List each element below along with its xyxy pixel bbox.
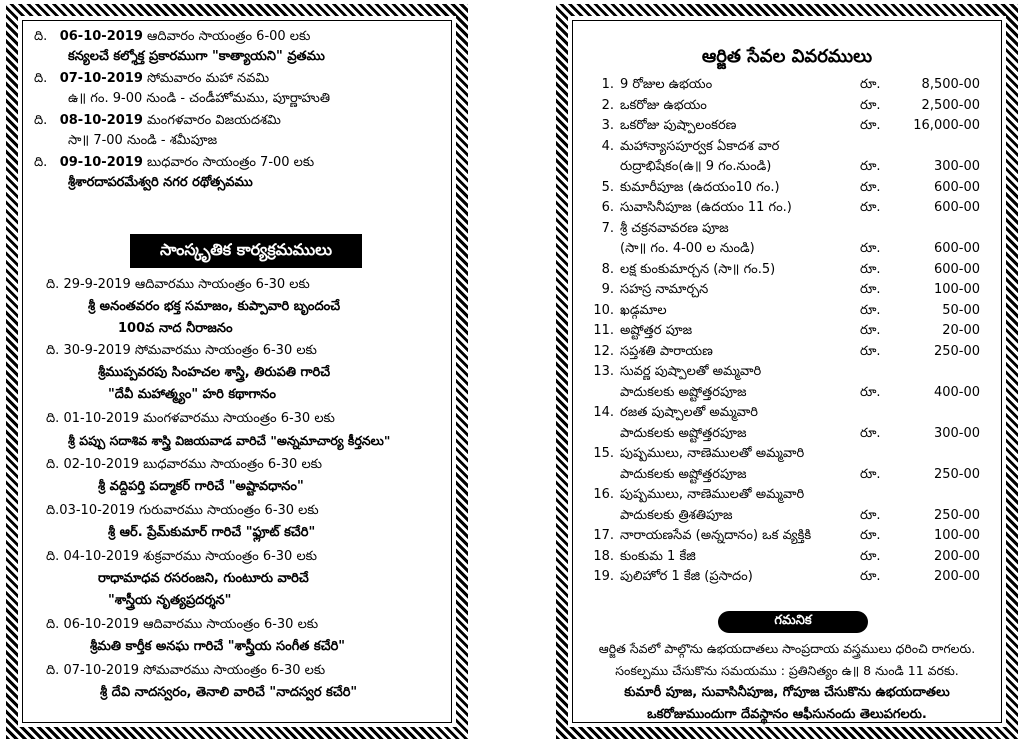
event-date: ది. 29-9-2019 ఆదివారము సాయంత్రం 6-30 లకు xyxy=(46,277,310,292)
currency-label: రూ. xyxy=(860,179,881,195)
event-program: 100వ నాద నీరాజనం xyxy=(118,321,233,336)
service-row xyxy=(590,138,988,179)
service-number: 16. xyxy=(593,487,614,502)
service-amount: 300-00 xyxy=(933,425,980,441)
service-amount: 600-00 xyxy=(933,241,980,256)
event-performer: రాధామాధవ రసరంజని, గుంటూరు వారిచే xyxy=(98,571,309,586)
service-name: రజత పుష్పాలతో అమ్మవారి xyxy=(620,405,758,420)
service-number: 3. xyxy=(601,118,614,133)
service-name: సువాసినీపూజ (ఉదయం 11 గం.) xyxy=(620,200,792,215)
service-row xyxy=(590,261,988,282)
service-amount: 2,500-00 xyxy=(921,97,980,113)
service-number: 7. xyxy=(601,220,614,236)
event-performer: శ్రీ అనంతవరం భక్త సమాజం, కుప్పావారి బృందంచే xyxy=(88,299,341,314)
currency-label: రూ. xyxy=(860,200,881,215)
service-row xyxy=(590,445,988,486)
service-row xyxy=(590,302,988,323)
currency-label: రూ. xyxy=(860,528,881,543)
service-number: 9. xyxy=(601,282,614,297)
event-date: ది. 02-10-2019 బుధవారము సాయంత్రం 6-30 లకు xyxy=(46,457,322,472)
service-number: 19. xyxy=(593,569,614,584)
event-date: ది. 30-9-2019 సోమవారము సాయంత్రం 6-30 లకు xyxy=(46,343,317,358)
service-number: 4. xyxy=(601,138,614,154)
service-row xyxy=(590,568,988,589)
event-performer: శ్రీ దేవి నాదస్వరం, తెనాలి వారిచే "నాదస్వర కచేరి" xyxy=(100,685,358,700)
event-date: ది.03-10-2019 గురువారము సాయంత్రం 6-30 లకు xyxy=(46,503,319,518)
service-row xyxy=(590,199,988,220)
service-number: 5. xyxy=(601,179,614,195)
service-name: పుష్పములు, నాణెములతో అమ్మవారి xyxy=(620,487,805,502)
event-date: ది. 01-10-2019 మంగళవారము సాయంత్రం 6-30 లకు xyxy=(46,411,335,426)
service-name-cont: పాదుకలకు అష్టోత్తరపూజ xyxy=(620,425,747,441)
currency-label: రూ. xyxy=(860,302,881,318)
schedule-line: ది. 09-10-2019 బుధవారం సాయంత్రం 7-00 లకు xyxy=(34,155,315,170)
event-program: "శాస్త్రీయ నృత్యప్రదర్శన" xyxy=(108,593,232,608)
service-amount: 250-00 xyxy=(933,343,980,359)
service-amount: 600-00 xyxy=(933,261,980,277)
currency-label: రూ. xyxy=(860,118,881,133)
schedule-line: ది. 07-10-2019 సోమవారం మహా నవమి xyxy=(34,71,270,86)
service-number: 15. xyxy=(593,446,614,461)
service-row xyxy=(590,220,988,261)
service-name: సహస్ర నామార్చన xyxy=(620,282,709,297)
service-name: ఒకరోజు ఉభయం xyxy=(620,97,707,113)
service-amount: 300-00 xyxy=(933,159,980,174)
currency-label: రూ. xyxy=(860,384,881,400)
service-row xyxy=(590,179,988,200)
currency-label: రూ. xyxy=(860,466,881,482)
currency-label: రూ. xyxy=(860,97,881,113)
service-name: కుంకుమ 1 కేజి xyxy=(620,548,696,564)
event-date: ది. 07-10-2019 సోమవారము సాయంత్రం 6-30 లకు xyxy=(46,663,326,678)
service-number: 1. xyxy=(601,77,614,92)
service-name: సప్తశతి పారాయణ xyxy=(620,343,713,359)
left-panel xyxy=(6,4,468,739)
service-amount: 100-00 xyxy=(933,282,980,297)
service-row xyxy=(590,548,988,569)
service-name-cont: పాదుకలకు త్రిశతిపూజ xyxy=(620,507,733,523)
service-amount: 250-00 xyxy=(933,466,980,482)
service-number: 8. xyxy=(601,261,614,277)
cultural-programs-title: సాంస్కృతిక కార్యక్రమములు xyxy=(130,234,362,268)
event-performer: శ్రీ పప్పు సదాశివ శాస్త్రి విజయవాడ వారిచే "అన్నమాచార్య కీర్తనలు" xyxy=(68,433,391,448)
service-row xyxy=(590,343,988,364)
service-name: కుమారీపూజ (ఉదయం10 గం.) xyxy=(620,179,780,195)
schedule-line: ది. 08-10-2019 మంగళవారం విజయదశమి xyxy=(34,113,281,128)
service-number: 13. xyxy=(593,364,614,379)
service-name: సువర్ణ పుష్పాలతో అమ్మవారి xyxy=(620,364,762,379)
service-amount: 8,500-00 xyxy=(921,77,980,92)
right-panel xyxy=(556,4,1018,739)
service-amount: 20-00 xyxy=(942,323,980,338)
service-amount: 600-00 xyxy=(933,200,980,215)
service-amount: 250-00 xyxy=(933,507,980,523)
currency-label: రూ. xyxy=(860,569,881,584)
service-amount: 600-00 xyxy=(933,179,980,195)
service-name-cont: (సా॥ గం. 4-00 ల నుండి) xyxy=(620,241,755,256)
schedule-detail: ఉ॥ గం. 9-00 నుండి - చండీహోమము, పూర్ణాహుతి xyxy=(68,91,331,106)
service-row xyxy=(590,97,988,118)
service-name: ఒకరోజు పుష్పాలంకరణ xyxy=(620,118,737,133)
schedule-detail: శ్రీశారదాపరమేశ్వరి నగర రథోత్సవము xyxy=(68,175,253,190)
service-row xyxy=(590,76,988,97)
event-date: ది. 04-10-2019 శుక్రవారము సాయంత్రం 6-30 లకు xyxy=(46,549,317,564)
service-name-cont: పాదుకలకు అష్టోత్తరపూజ xyxy=(620,384,747,400)
event-program: "దేవీ మహాత్మ్యం" హరి కథాగానం xyxy=(108,387,276,402)
currency-label: రూ. xyxy=(860,548,881,564)
service-name: శ్రీ చక్రనవావరణ పూజ xyxy=(620,220,729,236)
currency-label: రూ. xyxy=(860,282,881,297)
service-row xyxy=(590,281,988,302)
currency-label: రూ. xyxy=(860,425,881,441)
event-performer: శ్రీమతి కార్తీక అనఘ గారిచే "శాస్త్రీయ సంగీత కచేరి" xyxy=(90,639,346,654)
event-performer: శ్రీ వద్దిపర్తి పద్మాకర్ గారిచే "అష్టావధానం" xyxy=(98,479,304,494)
service-amount: 100-00 xyxy=(933,528,980,543)
notice-badge: గమనిక xyxy=(718,611,868,633)
service-name: మహాన్యాసపూర్వక ఏకాదశ వార xyxy=(620,138,780,154)
services-title: ఆర్జిత సేవల వివరములు xyxy=(701,46,873,67)
event-performer: శ్రీ ఆర్. ప్రేమ్‌కుమార్ గారిచే "ఫ్లూట్ కచేరి" xyxy=(108,525,316,540)
service-amount: 200-00 xyxy=(933,569,980,584)
currency-label: రూ. xyxy=(860,159,881,174)
notice-line: సంకల్పము చేసుకొను సమయము : ప్రతినిత్యం ఉ॥ 8 నుండి 11 వరకు. xyxy=(615,663,959,678)
service-row xyxy=(590,527,988,548)
service-name: పులిహోర 1 కేజి (ప్రసాదం) xyxy=(620,569,753,584)
service-amount: 50-00 xyxy=(942,302,980,318)
service-amount: 16,000-00 xyxy=(913,118,980,133)
notice-line: ఆర్జిత సేవలో పాల్గొను ఉభయదాతలు సాంప్రదాయ వస్త్రములు ధరించి రాగలరు. xyxy=(598,641,976,656)
service-name: 9 రోజుల ఉభయం xyxy=(620,77,713,92)
service-amount: 200-00 xyxy=(933,548,980,564)
service-name: అష్టోత్తర పూజ xyxy=(620,323,693,338)
currency-label: రూ. xyxy=(860,343,881,359)
service-name: పుష్పములు, నాణెములతో అమ్మవారి xyxy=(620,446,805,461)
service-row xyxy=(590,486,988,527)
schedule-line: ది. 06-10-2019 ఆదివారం సాయంత్రం 6-00 లకు xyxy=(34,29,311,44)
service-number: 18. xyxy=(593,548,614,564)
service-row xyxy=(590,363,988,404)
service-number: 2. xyxy=(601,97,614,113)
service-row xyxy=(590,322,988,343)
event-performer: శ్రీముప్పవరపు సింహచల శాస్త్రి, తిరుపతి గారిచే xyxy=(98,365,331,380)
currency-label: రూ. xyxy=(860,507,881,523)
service-number: 14. xyxy=(593,405,614,420)
service-row xyxy=(590,404,988,445)
event-date: ది. 06-10-2019 ఆదివారము సాయంత్రం 6-30 లకు xyxy=(46,617,319,632)
currency-label: రూ. xyxy=(860,77,881,92)
currency-label: రూ. xyxy=(860,241,881,256)
service-amount: 400-00 xyxy=(933,384,980,400)
notice-line: కుమారీ పూజ, సువాసినీపూజ, గోపూజ చేసుకొను ఉభయదాతలు xyxy=(624,685,950,700)
service-number: 11. xyxy=(593,323,614,338)
service-number: 10. xyxy=(593,302,614,318)
currency-label: రూ. xyxy=(860,323,881,338)
service-number: 6. xyxy=(601,200,614,215)
service-name-cont: పాదుకలకు అష్టోత్తరపూజ xyxy=(620,466,747,482)
service-name: ఖడ్గమాల xyxy=(620,302,667,318)
notice-line: ఒకరోజుముందుగా దేవస్థానం ఆఫీసునందు తెలుపగలరు. xyxy=(647,707,927,722)
schedule-detail: కన్యలచే కల్శోక్త ప్రకారముగా "కాత్యాయని" వ్రతము xyxy=(68,49,325,64)
service-name: నారాయణసేవ (అన్నదానం) ఒక వ్యక్తికి xyxy=(620,528,812,543)
schedule-detail: సా॥ 7-00 నుండి - శమీపూజ xyxy=(68,133,218,148)
service-name: లక్ష కుంకుమార్చన (సా॥ గం.5) xyxy=(620,261,776,277)
service-number: 12. xyxy=(593,343,614,359)
service-row xyxy=(590,117,988,138)
service-name-cont: రుద్రాభిషేకం(ఉ॥ 9 గం.నుండి) xyxy=(620,159,772,174)
currency-label: రూ. xyxy=(860,261,881,277)
service-number: 17. xyxy=(593,528,614,543)
